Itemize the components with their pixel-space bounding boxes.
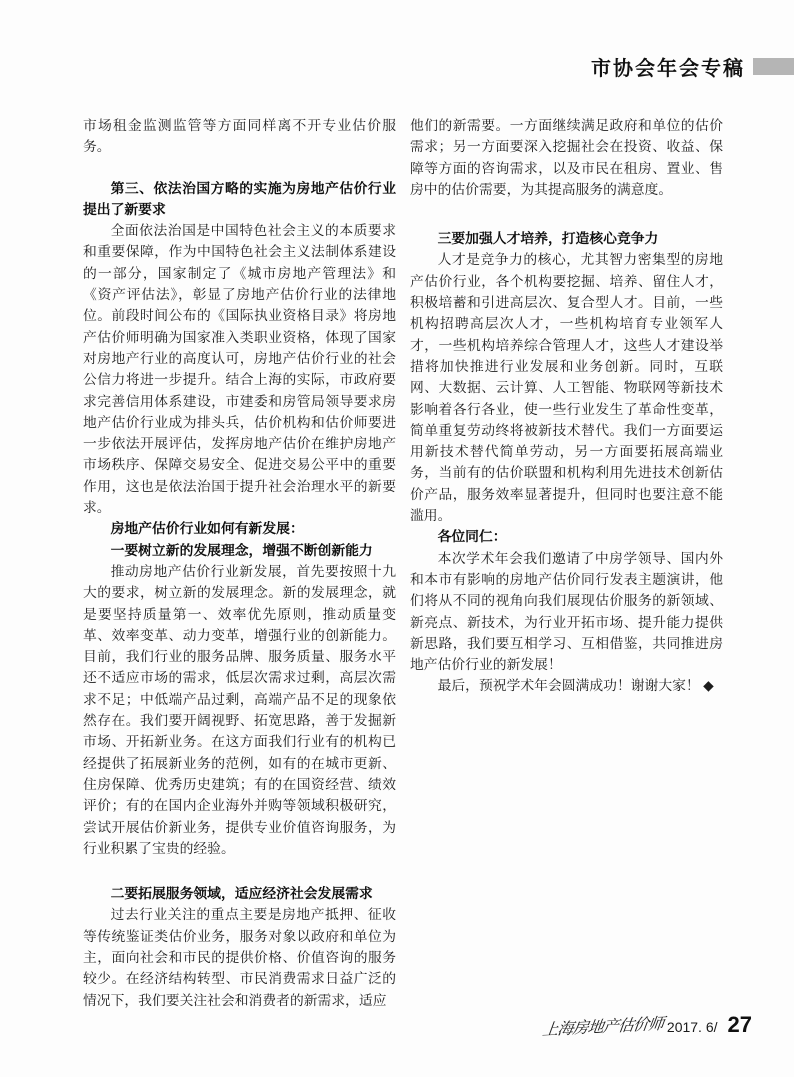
paragraph: 过去行业关注的重点主要是房地产抵押、征收等传统鉴证类估价业务，服务对象以政府和单位为主，面向社会和市民的提供价格、价值咨询的服务较少。在经济结构转型、市民消费需求日益广泛的情况下，我们要关注社会和消费者的新需求，适应 xyxy=(83,907,396,1008)
paragraph: 全面依法治国是中国特色社会主义的本质要求和重要保障，作为中国特色社会主义法制体系建设的一部分，国家制定了《城市房地产管理法》和《资产评估法》，彰显了房地产估价行业的法律地位。前段时间公布的《国际执业资格目录》将房地产估价师明确为国家准入类职业资格，体现了国家对房地产行业的高度认可，房地产估价行业的社会公信力将进一步提升。结合上海的实际，市政府要求完善信用体系建设，市建委和房管局领导要求房地产估价行业成为排头兵，估价机构和估价师要进一步依法开展评估，发挥房地产估价在维护房地产市场秩序、保障交易安全、促进交易公平中的重要作用，这也是依法治国于提升社会治理水平的新要求。 xyxy=(83,223,396,516)
text-column-left xyxy=(83,115,396,1011)
section-heading: 房地产估价行业如何有新发展： xyxy=(110,521,304,537)
section-header-title: 市协会年会专稿 xyxy=(591,58,745,80)
section-heading: 二要拓展服务领域，适应经济社会发展需求 xyxy=(110,886,373,902)
page-header xyxy=(591,52,794,81)
page-number: 27 xyxy=(727,1012,752,1037)
paragraph: 推动房地产估价行业新发展，首先要按照十九大的要求，树立新的发展理念。新的发展理念，就是要坚持质量第一、效率优先原则，推动质量变革、效率变革、动力变革，增强行业的创新能力。目前，我们行业的服务品牌、服务质量、服务水平还不适应市场的需求，低层次需求过剩，高层次需求不足；中低端产品过剩，高端产品不足的现象依然存在。我们要开阔视野、拓宽思路，善于发掘新市场、开拓新业务。在这方面我们行业有的机构已经提供了拓展新业务的范例，如有的在城市更新、住房保障、优秀历史建筑；有的在国资经营、绩效评价；有的在国内企业海外并购等领域积极研究，尝试开展估价新业务，提供专业价值咨询服务，为行业积累了宝贵的经验。 xyxy=(83,563,396,856)
journal-logo-script: 上海房地产估价师 xyxy=(541,1015,665,1040)
section-heading: 一要树立新的发展理念，增强不断创新能力 xyxy=(110,542,373,558)
paragraph: 本次学术年会我们邀请了中房学领导、国内外和本市有影响的房地产估价同行发表主题演讲，他们将从不同的视角向我们展现估价服务的新领域、新亮点、新技术，为行业开拓市场、提升能力提供新思路，我们要互相学习、互相借鉴，共同推进房地产估价行业的新发展！ xyxy=(410,550,723,673)
paragraph: 市场租金监测监管等方面同样离不开专业估价服务。 xyxy=(83,118,396,155)
paragraph: 他们的新需要。一方面继续满足政府和单位的估价需求；另一方面要深入挖掘社会在投资、收益、保障等方面的咨询需求，以及市民在租房、置业、售房中的估价需要，为其提高服务的满意度。 xyxy=(410,118,723,197)
page-footer xyxy=(543,1012,752,1038)
issue-date: 2017. 6/ xyxy=(666,1019,718,1035)
closing-line: 最后，预祝学术年会圆满成功！谢谢大家！ ◆ xyxy=(437,678,714,694)
section-heading: 第三、依法治国方略的实施为房地产估价行业提出了新要求 xyxy=(83,180,396,217)
paragraph: 人才是竞争力的核心，尤其智力密集型的房地产估价行业，各个机构要挖掘、培养、留住人才，积极培蓄和引进高层次、复合型人才。目前，一些机构招聘高层次人才，一些机构培育专业领军人才，一些机构培养综合管理人才，这些人才建设举措将加快推进行业发展和业务创新。同时，互联网、大数据、云计算、人工智能、物联网等新技术影响着各行各业，使一些行业发生了革命性变革，简单重复劳动终将被新技术替代。我们一方面要运用新技术替代简单劳动，另一方面要拓展高端业务，当前有的估价联盟和机构利用先进技术创新估价产品，服务效率显著提升，但同时也要注意不能滥用。 xyxy=(410,252,723,524)
header-accent-box xyxy=(753,58,794,75)
section-heading: 三要加强人才培养，打造核心竞争力 xyxy=(437,231,659,247)
section-heading: 各位同仁： xyxy=(437,529,507,545)
text-column-right xyxy=(410,115,723,697)
